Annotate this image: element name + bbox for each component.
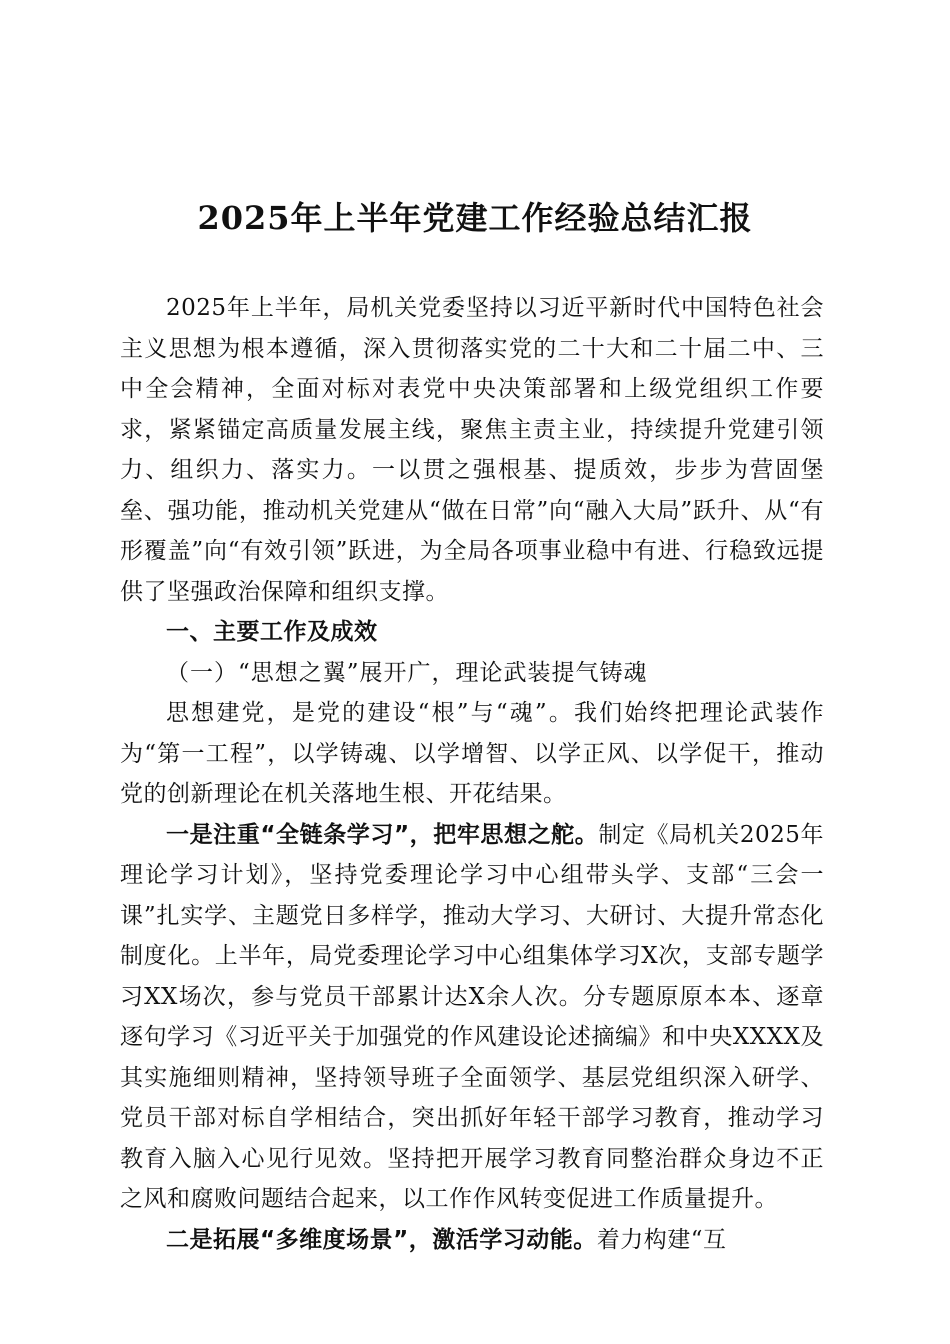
document-body [120,288,824,1260]
point-two-text: 着力构建“互 [596,1226,727,1253]
point-two-lead: 二是拓展“多维度场景”，激活学习动能。 [166,1226,597,1253]
point-one-text: 制定《局机关2025年理论学习计划》，坚持党委理论学习中心组带头学、支部“三会一课”扎实学、主题党日多样学，推动大学习、大研讨、大提升常态化制度化。上半年，局党委理论学习中心组集体学习X次，支部专题学习XX场次，参与党员干部累计达X余人次。分专题原原本本、逐章逐句学习《习近平关于加强党的作风建设论述摘编》和中央XXXX及其实施细则精神，坚持领导班子全面领学、基层党组织深入研学、党员干部对标自学相结合，突出抓好年轻干部学习教育，推动学习教育入脑入心见行见效。坚持把开展学习教育同整治群众身边不正之风和腐败问题结合起来，以工作作风转变促进工作质量提升。 [120,821,824,1212]
subsection-intro-paragraph: 思想建党，是党的建设“根”与“魂”。我们始终把理论武装作为“第一工程”，以学铸魂、以学增智、以学正风、以学促干，推动党的创新理论在机关落地生根、开花结果。 [120,700,824,807]
section-heading-main-work: 一、主要工作及成效 [166,619,378,645]
point-one-paragraph [120,815,824,1220]
point-two-paragraph [120,1220,824,1261]
document-title: 2025年上半年党建工作经验总结汇报 [197,199,753,237]
point-one-lead: 一是注重“全链条学习”，把牢思想之舵。 [166,821,599,848]
intro-paragraph: 2025年上半年，局机关党委坚持以习近平新时代中国特色社会主义思想为根本遵循，深入贯彻落实党的二十大和二十届二中、三中全会精神，全面对标对表党中央决策部署和上级党组织工作要求，紧紧锚定高质量发展主线，聚焦主责主业，持续提升党建引领力、组织力、落实力。一以贯之强根基、提质效，步步为营固堡垒、强功能，推动机关党建从“做在日常”向“融入大局”跃升、从“有形覆盖”向“有效引领”跃进，为全局各项事业稳中有进、行稳致远提供了坚强政治保障和组织支撑。 [120,295,824,605]
subsection-heading-thought: （一）“思想之翼”展开广，理论武装提气铸魂 [166,659,648,686]
